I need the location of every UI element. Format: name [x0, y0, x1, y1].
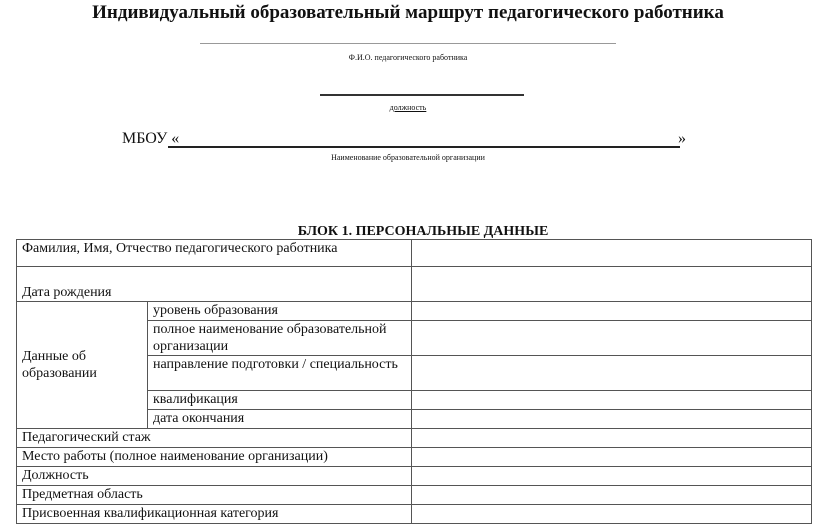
fio-caption: Ф.И.О. педагогического работника: [348, 53, 468, 62]
label-cell: направление подготовки / специальность: [148, 356, 412, 391]
value-cell[interactable]: [412, 448, 812, 467]
table-row: [17, 505, 812, 524]
label-cell: Место работы (полное наименование организации): [17, 448, 412, 467]
value-cell[interactable]: [412, 429, 812, 448]
label-cell: Предметная область: [17, 486, 412, 505]
page-title: Индивидуальный образовательный маршрут педагогического работника: [92, 2, 724, 23]
label-cell: Присвоенная квалификационная категория: [17, 505, 412, 524]
label-cell: полное наименование образовательной организации: [148, 321, 412, 356]
label-cell: квалификация: [148, 391, 412, 410]
label-cell: Педагогический стаж: [17, 429, 412, 448]
position-caption: должность: [389, 103, 427, 112]
org-line[interactable]: [168, 146, 680, 148]
position-line[interactable]: [320, 94, 524, 96]
table-row: [17, 486, 812, 505]
table-row: [17, 448, 812, 467]
value-cell[interactable]: [412, 356, 812, 391]
org-suffix: »: [678, 130, 686, 147]
table-row: [17, 429, 812, 448]
block-title: БЛОК 1. ПЕРСОНАЛЬНЫЕ ДАННЫЕ: [297, 224, 549, 239]
org-caption: Наименование образовательной организации: [331, 153, 485, 162]
label-cell: Дата рождения: [17, 267, 412, 302]
label-cell: Должность: [17, 467, 412, 486]
label-cell: Фамилия, Имя, Отчество педагогического работника: [17, 240, 412, 267]
table-row: [17, 240, 812, 267]
value-cell[interactable]: [412, 267, 812, 302]
value-cell[interactable]: [412, 240, 812, 267]
value-cell[interactable]: [412, 486, 812, 505]
value-cell[interactable]: [412, 505, 812, 524]
education-label: Данные об образовании: [17, 302, 148, 429]
value-cell[interactable]: [412, 391, 812, 410]
table-row: [17, 302, 812, 321]
org-prefix: МБОУ «: [122, 130, 180, 147]
table-row: [17, 467, 812, 486]
value-cell[interactable]: [412, 467, 812, 486]
label-cell: уровень образования: [148, 302, 412, 321]
value-cell[interactable]: [412, 410, 812, 429]
table-row: [17, 267, 812, 302]
label-cell: дата окончания: [148, 410, 412, 429]
personal-data-table: [16, 239, 812, 524]
value-cell[interactable]: [412, 321, 812, 356]
value-cell[interactable]: [412, 302, 812, 321]
fio-line[interactable]: [200, 43, 616, 44]
